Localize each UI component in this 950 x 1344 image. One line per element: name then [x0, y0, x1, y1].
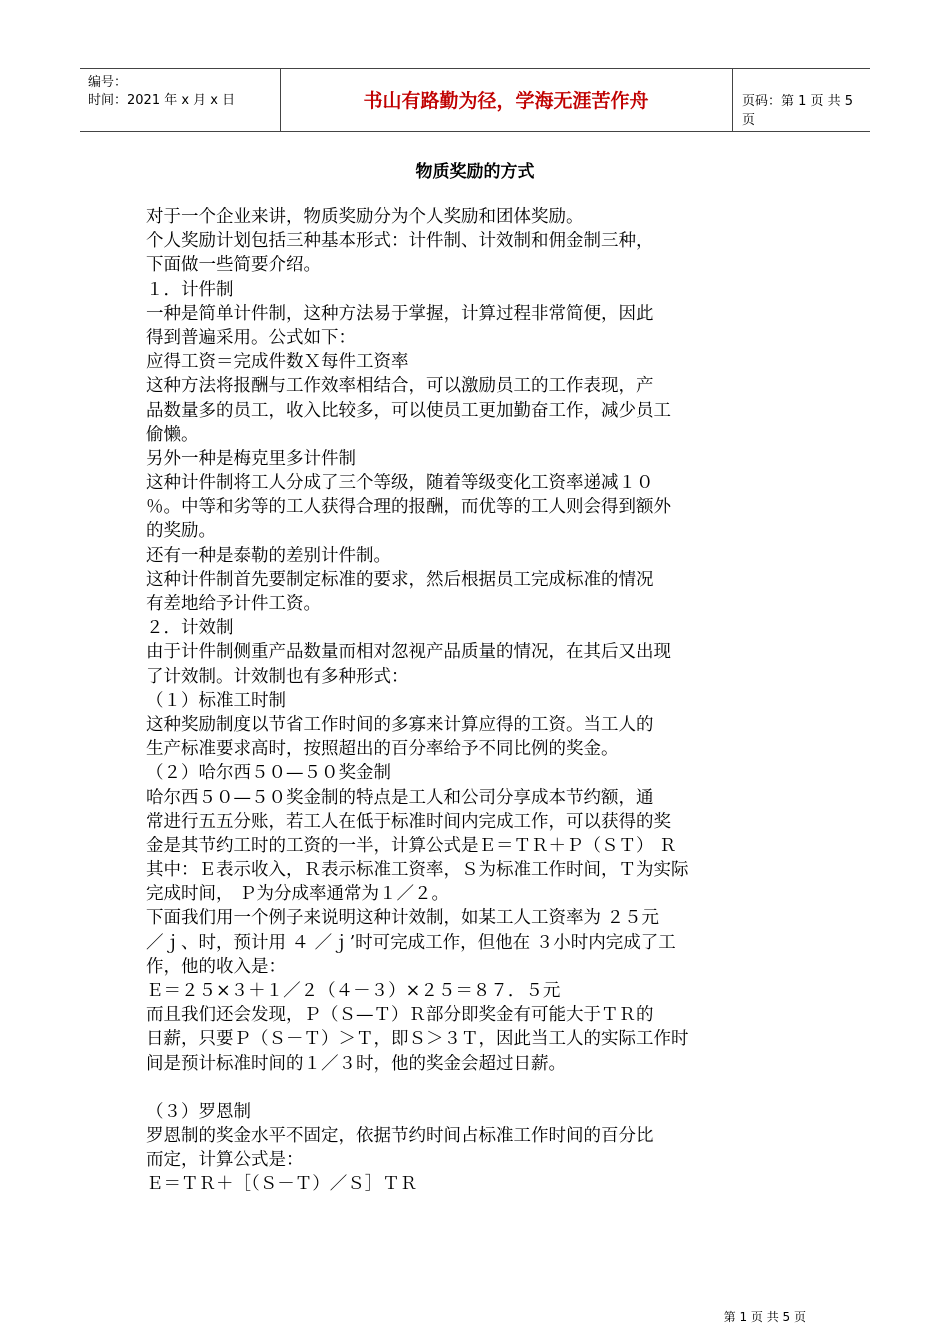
body-line: 金是其节约工时的工资的一半，计算公式是Ｅ＝ＴＲ＋Ｐ（ＳＴ） Ｒ	[146, 835, 677, 856]
body-line: 另外一种是梅克里多计件制	[146, 448, 356, 469]
page-footer: 第 1 页 共 5 页	[723, 1310, 806, 1324]
body-line: 而定，计算公式是：	[146, 1150, 304, 1171]
section-heading: ２．计效制	[146, 618, 234, 639]
body-line: 生产标准要求高时，按照超出的百分率给予不同比例的奖金。	[146, 739, 619, 760]
body-line: 这种奖励制度以节省工作时间的多寡来计算应得的工资。当工人的	[146, 714, 654, 735]
body-line: 作，他的收入是：	[146, 956, 286, 977]
body-line: 了计效制。计效制也有多种形式：	[146, 666, 409, 687]
document-title: 物质奖励的方式	[415, 162, 535, 182]
body-line: ／ｊ、时，预计用 ４ ／ｊ’时可完成工作，但他在 ３小时内完成了工	[146, 932, 676, 953]
header-motto-cell	[280, 69, 733, 131]
body-line: 日薪，只要Ｐ（Ｓ－Ｔ）＞Ｔ，即Ｓ＞３Ｔ，因此当工人的实际工作时	[146, 1029, 689, 1050]
body-line: 这种计件制首先要制定标准的要求，然后根据员工完成标准的情况	[146, 569, 654, 590]
body-line: 常进行五五分账，若工人在低于标准时间内完成工作，可以获得的奖	[146, 811, 671, 832]
subsection-heading: （１）标准工时制	[146, 690, 286, 711]
document-body	[146, 205, 810, 1197]
body-line: 其中：Ｅ表示收入，Ｒ表示标准工资率，Ｓ为标准工作时间，Ｔ为实际	[146, 860, 689, 881]
subsection-heading: （２）哈尔西５０—５０奖金制	[146, 763, 391, 784]
body-line: 还有一种是泰勒的差别计件制。	[146, 545, 391, 566]
formula-line: Ｅ＝ＴＲ＋［（Ｓ－Ｔ）／Ｓ］ＴＲ	[146, 1174, 418, 1195]
body-line: 间是预计标准时间的１／３时，他的奖金会超过日薪。	[146, 1053, 566, 1074]
body-line: 这种计件制将工人分成了三个等级，随着等级变化工资率递减１０	[146, 473, 654, 494]
header-page-cell	[732, 69, 870, 131]
document-code-label: 编号：	[88, 75, 128, 90]
body-line: 这种方法将报酬与工作效率相结合，可以激励员工的工作表现，产	[146, 376, 654, 397]
document-time-label: 时间：2021 年 x 月 x 日	[88, 93, 236, 108]
body-line: 对于一个企业来讲，物质奖励分为个人奖励和团体奖励。	[146, 207, 584, 227]
body-line: 偷懒。	[146, 424, 199, 445]
formula-line: Ｅ＝２５×３＋１／２（４－３）×２５＝８７．５元	[146, 981, 561, 1001]
body-line: 哈尔西５０—５０奖金制的特点是工人和公司分享成本节约额，通	[146, 787, 654, 808]
body-line: 下面我们用一个例子来说明这种计效制，如某工人工资率为 ２５元	[146, 908, 660, 929]
body-line: 个人奖励计划包括三种基本形式：计件制、计效制和佣金制三种，	[146, 231, 654, 252]
document-header	[80, 68, 870, 132]
body-line: 一种是简单计件制，这种方法易于掌握，计算过程非常简便，因此	[146, 303, 654, 324]
subsection-heading: （３）罗恩制	[146, 1101, 251, 1122]
paragraph-gap	[146, 1076, 810, 1100]
body-line: 下面做一些简要介绍。	[146, 255, 321, 276]
formula-line: 应得工资＝完成件数Ｘ每件工资率	[146, 352, 409, 373]
header-motto: 书山有路勤为径，学海无涯苦作舟	[363, 90, 649, 112]
body-line: 有差地给予计件工资。	[146, 594, 321, 614]
body-line: ％。中等和劣等的工人获得合理的报酬，而优等的工人则会得到额外	[146, 497, 671, 518]
body-line: 得到普遍采用。公式如下：	[146, 327, 356, 348]
body-line: 的奖励。	[146, 521, 216, 542]
section-heading: １．计件制	[146, 279, 234, 300]
header-page-info: 页码：第 1 页 共 5 页	[742, 94, 854, 128]
body-line: 品数量多的员工，收入比较多，可以使员工更加勤奋工作，减少员工	[146, 400, 671, 421]
body-line: 罗恩制的奖金水平不固定，依据节约时间占标准工作时间的百分比	[146, 1125, 654, 1146]
body-line: 完成时间， Ｐ为分成率通常为１／２。	[146, 884, 450, 905]
header-info-cell	[80, 69, 281, 131]
body-line: 而且我们还会发现，Ｐ（Ｓ—Ｔ）Ｒ部分即奖金有可能大于ＴＲ的	[146, 1005, 654, 1026]
body-line: 由于计件制侧重产品数量而相对忽视产品质量的情况，在其后又出现	[146, 642, 671, 663]
